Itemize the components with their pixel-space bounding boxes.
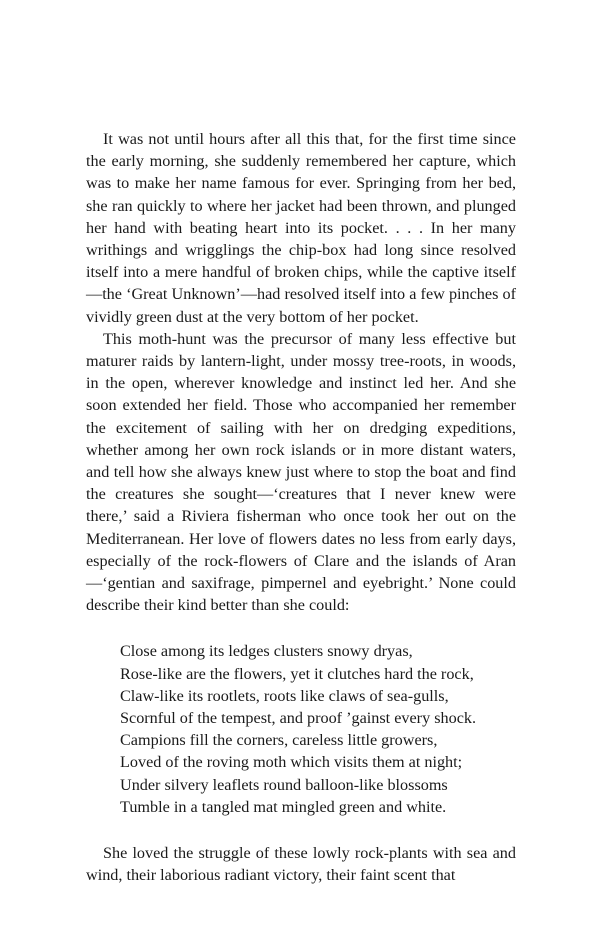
poem-line: Under silvery leaflets round balloon-like blossoms	[120, 775, 448, 794]
poem-line: Scornful of the tempest, and proof ’gainst every shock.	[120, 709, 477, 728]
paragraph-moth-hunt: This moth-hunt was the precursor of many less effective but maturer raids by lantern-light, under mossy tree-roots, in woods, in the open, wherever knowledge and instinct led her. And she soon extended her field. Those who accompanied her remember the excitement of sailing with her on dredging expeditions, whether among her own rock islands or in more distant waters, and tell how she always knew just where to stop the boat and find the creatures she sought—‘creatures that I never knew were there,’ said a Riviera fisherman who once took her out on the Mediterranean. Her love of flowers dates no less from early days, especially of the rock-flowers of Clare and the islands of Aran—‘gentian and saxifrage, pimpernel and eyebright.’ None could describe their kind better than she could:	[86, 329, 516, 615]
poem-line: Claw-like its rootlets, roots like claws of sea-gulls,	[120, 686, 449, 705]
poem-line: Rose-like are the flowers, yet it clutches hard the rock,	[120, 664, 474, 683]
paragraph-struggle: She loved the struggle of these lowly rock-plants with sea and wind, their laborious radiant victory, their faint scent that	[86, 844, 516, 885]
book-page	[86, 128, 516, 887]
poem-block	[120, 640, 516, 818]
poem-line: Campions fill the corners, careless little growers,	[120, 731, 438, 750]
poem-line: Loved of the roving moth which visits them at night;	[120, 753, 463, 772]
paragraph-capture: It was not until hours after all this that, for the first time since the early morning, she suddenly remembered her capture, which was to make her name famous for ever. Springing from her bed, she ran quickly to where her jacket had been thrown, and plunged her hand with beating heart into its pocket. . . . In her many writhings and wrigglings the chip-box had long since resolved itself into a mere handful of broken chips, while the captive itself—the ‘Great Unknown’—had resolved itself into a few pinches of vividly green dust at the very bottom of her pocket.	[86, 130, 516, 326]
poem-line: Close among its ledges clusters snowy dryas,	[120, 642, 413, 661]
poem-line: Tumble in a tangled mat mingled green and white.	[120, 797, 447, 816]
